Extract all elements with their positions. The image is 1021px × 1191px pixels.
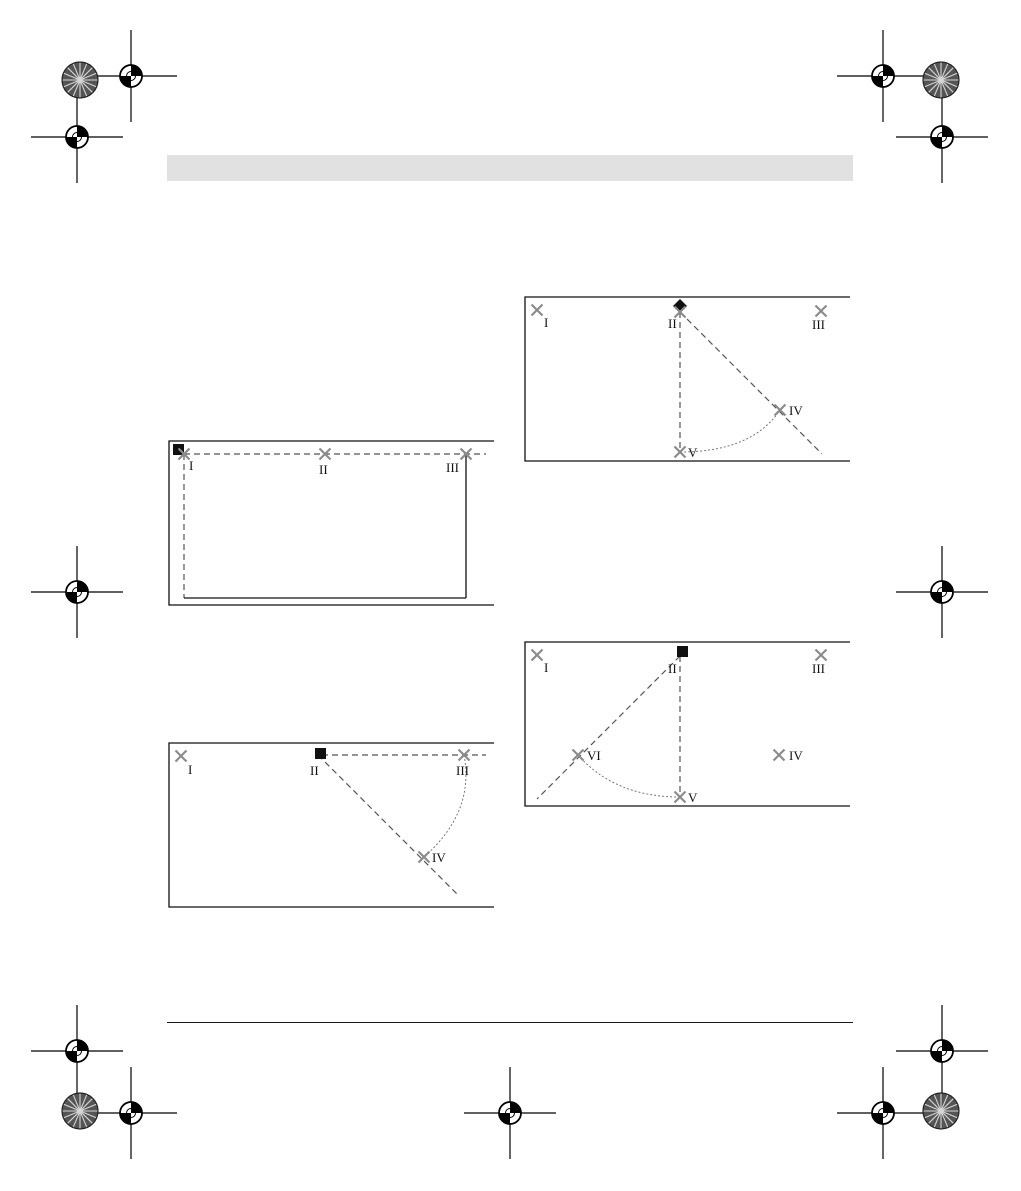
cross-mark-icon: [675, 447, 686, 458]
registration-mark-icon: [85, 30, 177, 122]
figure-3: [525, 297, 850, 461]
cross-mark-icon: [532, 305, 543, 316]
cross-mark-icon: [816, 650, 827, 661]
square-laser-icon: [677, 646, 688, 657]
registration-mark-icon: [31, 1005, 123, 1097]
point-label: II: [310, 763, 319, 778]
figure-2: [169, 743, 494, 907]
point-label: I: [544, 315, 549, 330]
registration-mark-icon: [896, 1005, 988, 1097]
point-label: III: [812, 317, 825, 332]
cross-mark-icon: [532, 650, 543, 661]
registration-mark-icon: [837, 1067, 929, 1159]
cross-mark-icon: [573, 750, 584, 761]
cross-mark-icon: [675, 792, 686, 803]
point-label: II: [668, 661, 677, 676]
point-label: IV: [789, 748, 803, 763]
registration-mark-icon: [85, 1067, 177, 1159]
square-laser-icon: [315, 748, 326, 759]
point-label: III: [456, 763, 469, 778]
point-label: II: [319, 462, 328, 477]
cross-mark-icon: [775, 405, 786, 416]
registration-mark-icon: [837, 30, 929, 122]
color-registration-target-icon: [62, 1093, 98, 1129]
registration-mark-icon: [464, 1067, 556, 1159]
cross-mark-icon: [774, 750, 785, 761]
color-registration-target-icon: [923, 62, 959, 98]
point-label: I: [189, 458, 194, 473]
point-label: IV: [789, 403, 803, 418]
color-registration-target-icon: [923, 1093, 959, 1129]
registration-mark-icon: [31, 91, 123, 183]
point-label: V: [688, 790, 698, 805]
laser-line: [537, 656, 680, 799]
point-label: V: [688, 445, 698, 460]
registration-mark-icon: [896, 546, 988, 638]
registration-mark-icon: [896, 91, 988, 183]
room-outline: [525, 642, 850, 806]
figure-4: [525, 642, 850, 806]
cross-mark-icon: [176, 751, 187, 762]
room-outline: [525, 297, 850, 461]
point-label: I: [188, 762, 193, 777]
color-registration-target-icon: [62, 62, 98, 98]
registration-mark-icon: [31, 546, 123, 638]
point-label: II: [668, 316, 677, 331]
laser-line: [680, 312, 822, 454]
point-label: III: [812, 661, 825, 676]
point-label: IV: [432, 850, 446, 865]
laser-line: [318, 755, 458, 895]
point-label: I: [544, 660, 549, 675]
cross-mark-icon: [816, 306, 827, 317]
point-label: VI: [587, 748, 601, 763]
point-label: III: [446, 460, 459, 475]
